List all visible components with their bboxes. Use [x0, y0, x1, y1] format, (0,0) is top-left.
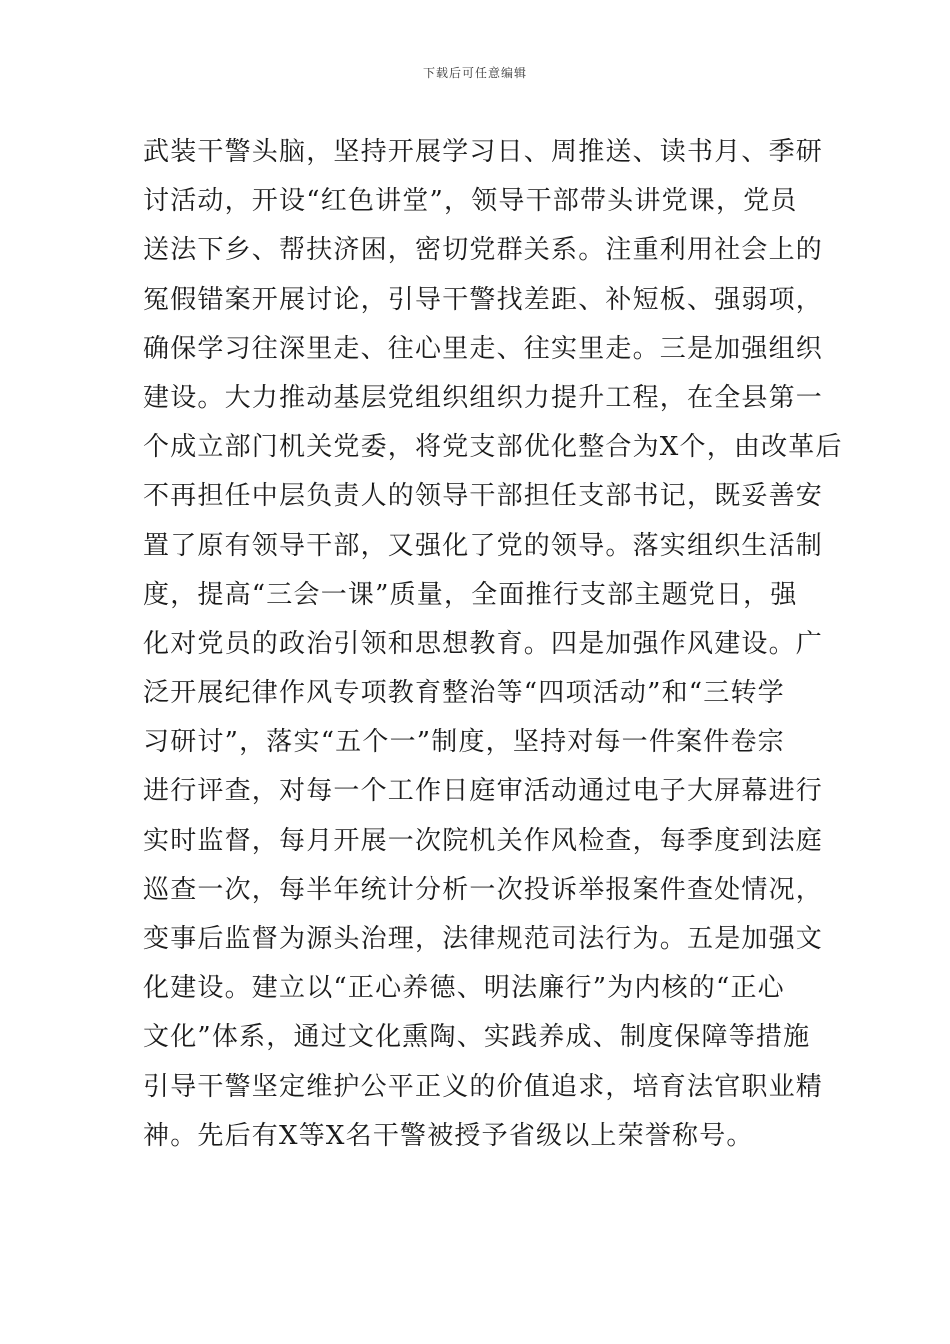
body-paragraph	[143, 128, 843, 1161]
text-line: 个成立部门机关党委，将党支部优化整合为X个，由改革后	[143, 432, 843, 463]
text-line: 冤假错案开展讨论，引导干警找差距、补短板、强弱项，	[143, 284, 824, 315]
text-line: 置了原有领导干部，又强化了党的领导。落实组织生活制	[143, 530, 824, 561]
text-line: 武装干警头脑，坚持开展学习日、周推送、读书月、季研	[143, 137, 824, 167]
text-line: 泛开展纪律作风专项教育整治等“四项活动”和“三转学	[143, 678, 785, 709]
text-line: 建设。大力推动基层党组织组织力提升工程，在全县第一	[143, 382, 824, 413]
text-line: 习研讨”，落实“五个一”制度，坚持对每一件案件卷宗	[143, 727, 785, 758]
text-line: 确保学习往深里走、往心里走、往实里走。三是加强组织	[143, 333, 824, 364]
text-line: 巡查一次，每半年统计分析一次投诉举报案件查处情况，	[143, 874, 824, 905]
text-line: 化对党员的政治引领和思想教育。四是加强作风建设。广	[143, 628, 824, 659]
text-line: 引导干警坚定维护公平正义的价值追求，培育法官职业精	[143, 1071, 824, 1102]
text-line: 度，提高“三会一课”质量，全面推行支部主题党日，强	[143, 579, 798, 610]
text-line: 文化”体系，通过文化熏陶、实践养成、制度保障等措施	[143, 1022, 811, 1053]
text-line: 讨活动，开设“红色讲堂”，领导干部带头讲党课，党员	[143, 186, 798, 217]
text-line: 化建设。建立以“正心养德、明法廉行”为内核的“正心	[143, 973, 785, 1004]
text-line: 不再担任中层负责人的领导干部担任支部书记，既妥善安	[143, 481, 824, 512]
text-line: 变事后监督为源头治理，法律规范司法行为。五是加强文	[143, 924, 824, 954]
text-line: 神。先后有X等X名干警被授予省级以上荣誉称号。	[143, 1120, 754, 1151]
text-line: 送法下乡、帮扶济困，密切党群关系。注重利用社会上的	[143, 235, 824, 266]
page-header: 下载后可任意编辑	[422, 66, 527, 80]
text-line: 进行评查，对每一个工作日庭审活动通过电子大屏幕进行	[143, 776, 824, 807]
text-line: 实时监督，每月开展一次院机关作风检查，每季度到法庭	[143, 825, 824, 856]
